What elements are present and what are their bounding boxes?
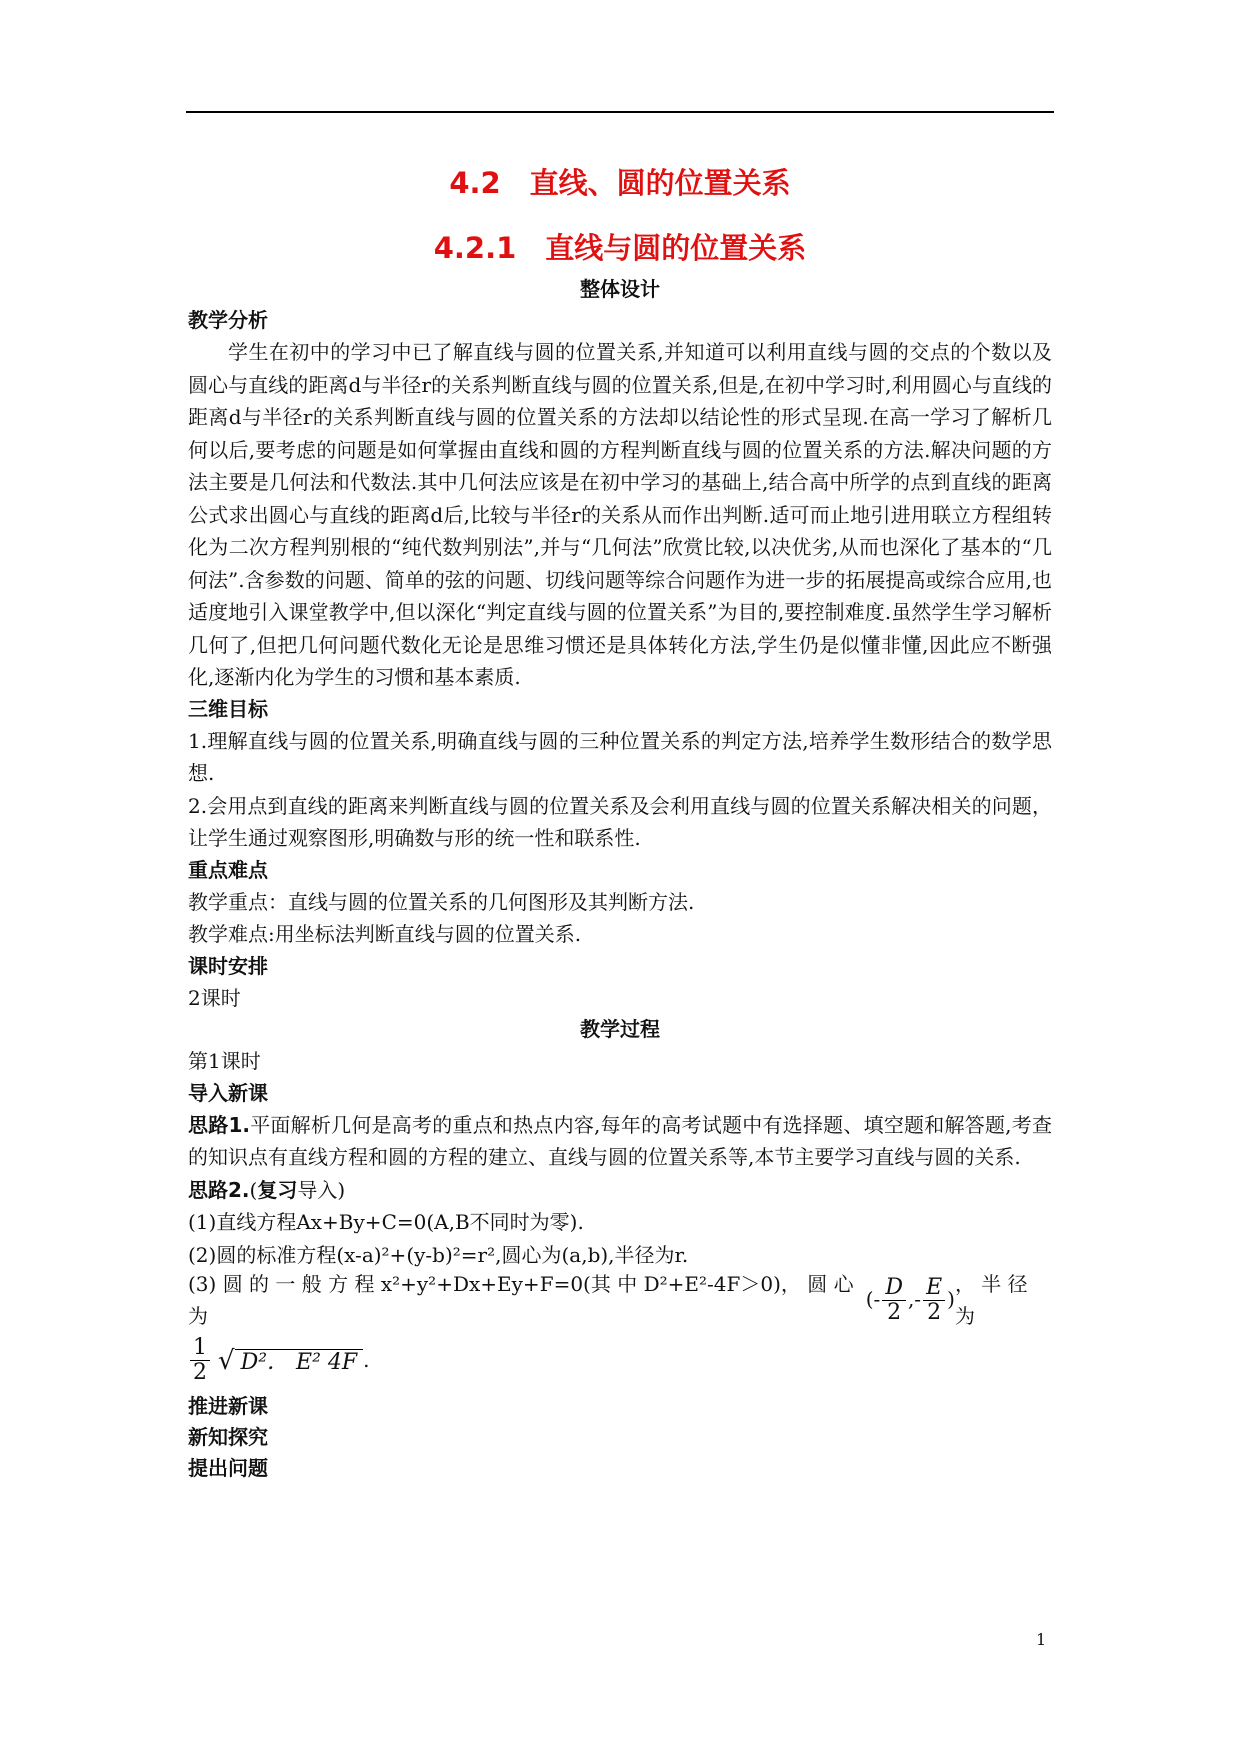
radius-label: ， 半 径 为: [954, 1272, 1028, 1328]
analysis-heading: 教学分析: [188, 308, 268, 332]
frac-numerator-e: E: [923, 1276, 945, 1301]
idea-2: [188, 1174, 1052, 1207]
idea-2-bold: 复习: [257, 1177, 298, 1202]
section-title: 4.2 直线、圆的位置关系: [449, 166, 791, 200]
review-item-3-text: (3) 圆 的 一 般 方 程 x²+y²+Dx+Ey+F=0(其 中 D²+E²-4F＞0)， 圆 心 为: [188, 1272, 854, 1328]
advance-heading: 推进新课: [188, 1394, 268, 1418]
radius-formula: [188, 1329, 1052, 1391]
formula-end: .: [363, 1348, 370, 1372]
question-heading: 提出问题: [188, 1456, 268, 1480]
key-points-heading: 重点难点: [188, 857, 268, 882]
idea-2-rest: 导入): [297, 1177, 346, 1202]
fraction-one-half: [190, 1336, 210, 1385]
circle-center-formula: [866, 1276, 955, 1325]
explore-heading: 新知探究: [188, 1425, 268, 1449]
idea-1: [188, 1109, 1052, 1174]
frac-denominator: 2: [887, 1299, 902, 1325]
frac-numerator-1: 1: [190, 1336, 210, 1361]
goal-item-1: 1.理解直线与圆的位置关系,明确直线与圆的三种位置关系的判定方法,培养学生数形结合的数学思想.: [188, 728, 1052, 785]
page-number: 1: [1036, 1630, 1047, 1649]
idea-1-label: 思路1.: [188, 1112, 250, 1137]
square-root: √ D²． E² 4F: [218, 1345, 363, 1376]
idea-2-label: 思路2.: [188, 1177, 250, 1202]
review-item-2: (2)圆的标准方程(x-a)²+(y-b)²=r²,圆心为(a,b),半径为r.: [188, 1242, 689, 1267]
goals-heading: 三维目标: [188, 696, 268, 721]
teaching-focus: 教学重点：直线与圆的位置关系的几何图形及其判断方法.: [188, 889, 695, 914]
fraction-d-over-2: [882, 1276, 906, 1325]
center-open: (-: [865, 1286, 881, 1311]
intro-heading: 导入新课: [188, 1080, 268, 1105]
idea-2-paren: (: [249, 1177, 258, 1202]
review-item-1: (1)直线方程Ax+By+C=0(A,B不同时为零).: [188, 1210, 584, 1234]
center-comma: ,-: [907, 1286, 922, 1311]
header-rule: [186, 111, 1054, 113]
frac-denominator: 2: [193, 1359, 207, 1385]
radicand: D²． E² 4F: [235, 1349, 364, 1375]
idea-1-text: 平面解析几何是高考的重点和热点内容,每年的高考试题中有选择题、填空题和解答题,考查的知识点有直线方程和圆的方程的建立、直线与圆的位置关系等,本节主要学习直线与圆的关系.: [188, 1112, 1052, 1169]
process-heading: 教学过程: [580, 1017, 660, 1041]
schedule-heading: 课时安排: [188, 953, 268, 978]
subsection-title: 4.2.1 直线与圆的位置关系: [433, 231, 807, 265]
goal-item-2: 2.会用点到直线的距离来判断直线与圆的位置关系及会利用直线与圆的位置关系解决相关的问题，让学生通过观察图形,明确数与形的统一性和联系性.: [188, 793, 1052, 850]
schedule-text: 2课时: [188, 985, 241, 1010]
document-page: [188, 150, 1052, 1484]
teaching-difficulty: 教学难点:用坐标法判断直线与圆的位置关系.: [188, 922, 582, 946]
design-heading: 整体设计: [580, 277, 660, 301]
lesson-label: 第1课时: [188, 1049, 261, 1073]
review-item-3: [188, 1271, 1052, 1329]
center-close: ): [947, 1286, 955, 1311]
frac-denominator: 2: [927, 1299, 942, 1325]
frac-numerator-d: D: [882, 1276, 906, 1301]
fraction-e-over-2: [923, 1276, 945, 1325]
analysis-paragraph: 学生在初中的学习中已了解直线与圆的位置关系,并知道可以利用直线与圆的交点的个数以及圆心与直线的距离d与半径r的关系判断直线与圆的位置关系,但是,在初中学习时,利用圆心与直线的距离d与半径r的关系判断直线与圆的位置关系的方法却以结论性的形式呈现.在高一学习了解析几何以后,要考虑的问题是如何掌握由直线和圆的方程判断直线与圆的位置关系的方法.解决问题的方法主要是几何法和代数法.其中几何法应该是在初中学习的基础上,结合高中所学的点到直线的距离公式求出圆心与直线的距离d后,比较与半径r的关系从而作出判断.适可而止地引进用联立方程组转化为二次方程判别根的“纯代数判别法”,并与“几何法”欣赏比较,以决优劣,从而也深化了基本的“几何法”.含参数的问题、简单的弦的问题、切线问题等综合问题作为进一步的拓展提高或综合应用,也适度地引入课堂教学中,但以深化“判定直线与圆的位置关系”为目的,要控制难度.虽然学生学习解析几何了,但把几何问题代数化无论是思维习惯还是具体转化方法,学生仍是似懂非懂,因此应不断强化,逐渐内化为学生的习惯和基本素质.: [188, 340, 1052, 689]
